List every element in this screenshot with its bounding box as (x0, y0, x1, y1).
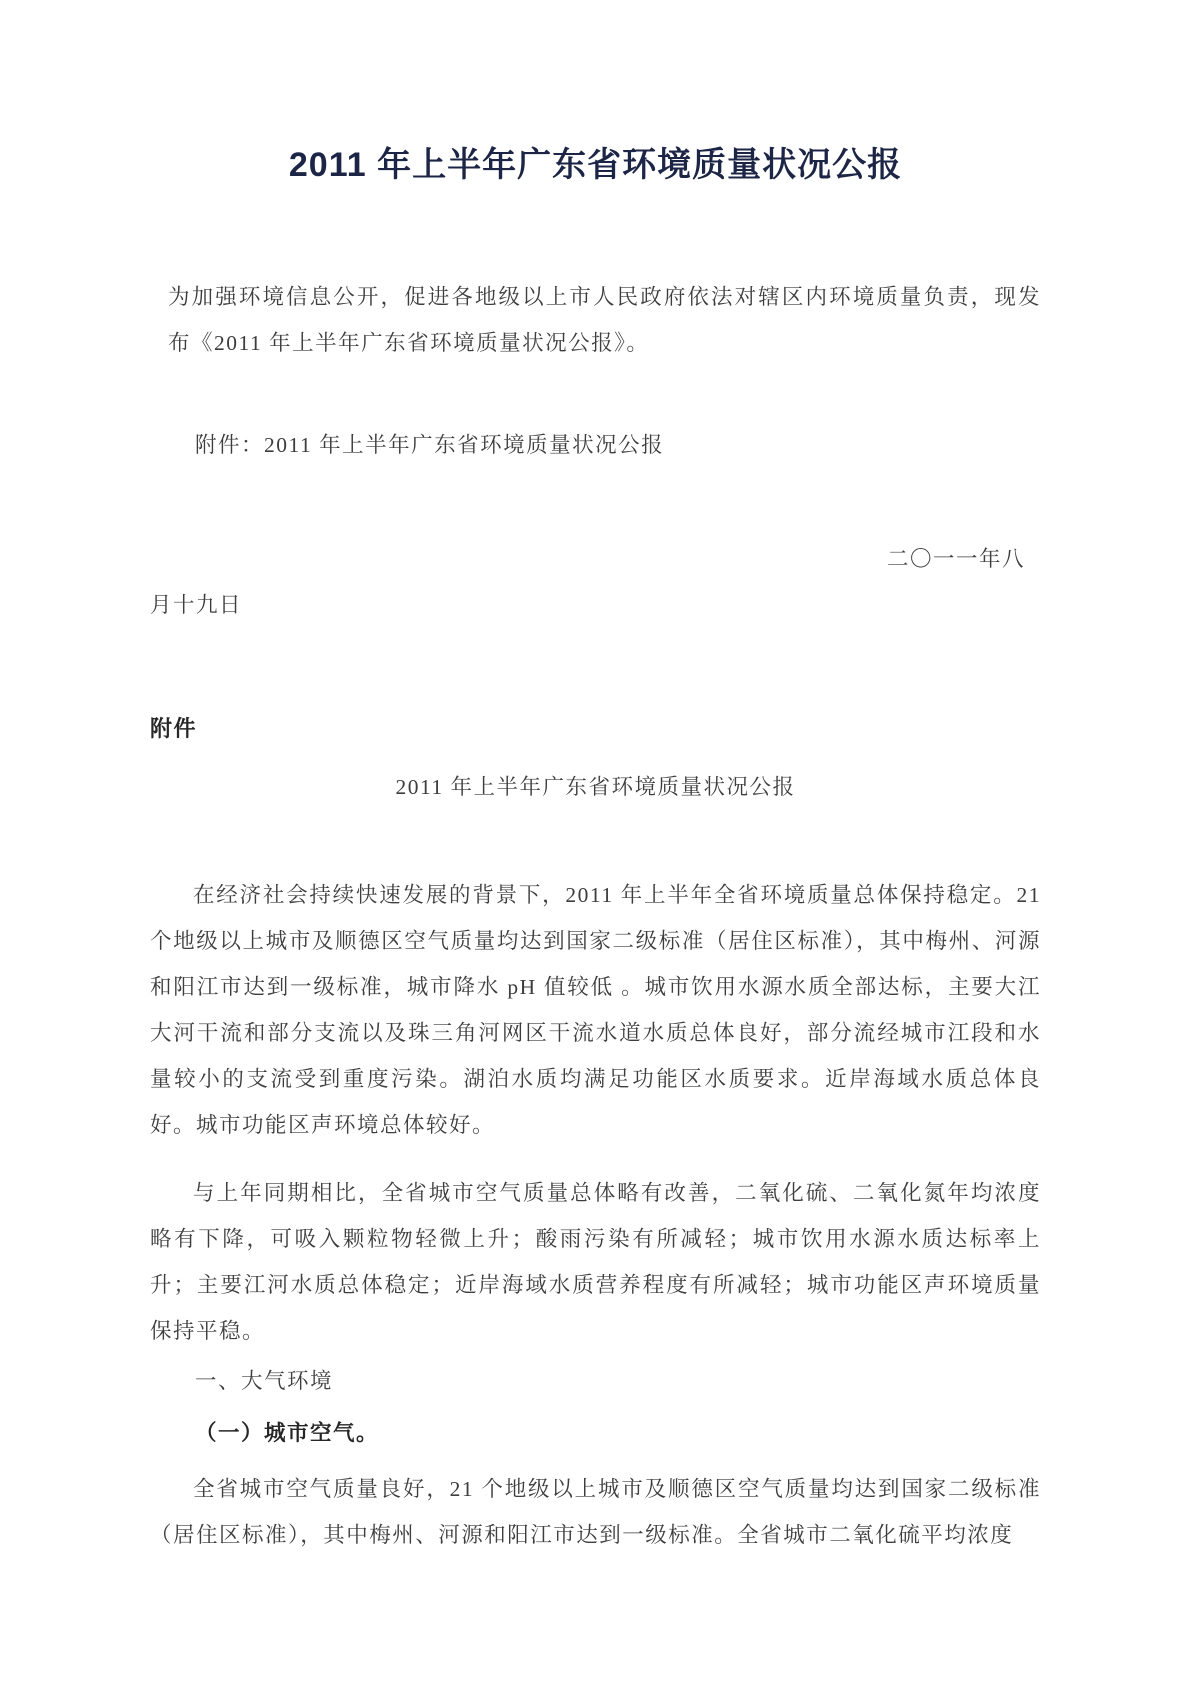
subsection-heading-city-air: （一）城市空气。 (195, 1421, 380, 1445)
section-heading-atmosphere: 一、大气环境 (195, 1369, 334, 1393)
overview-paragraph-2: 与上年同期相比，全省城市空气质量总体略有改善，二氧化硫、二氧化氮年均浓度略有下降，可吸入颗粒物轻微上升；酸雨污染有所减轻；城市饮用水源水质达标率上升；主要江河水质总体稳定；近岸海域水质营养程度有所减轻；城市功能区声环境质量保持平稳。 (150, 1181, 1041, 1343)
doc-title: 2011 年上半年广东省环境质量状况公报 (288, 146, 903, 184)
issue-date (150, 536, 1041, 628)
overview-paragraph-1: 在经济社会持续快速发展的背景下，2011 年上半年全省环境质量总体保持稳定。21 个地级以上城市及顺德区空气质量均达到国家二级标准（居住区标准），其中梅州、河源和阳江市达到一级标准，城市降水 pH 值较低 。城市饮用水源水质全部达标，主要大江大河干流和部分支流以及珠三角河网区干流水道水质总体良好，部分流经城市江段和水量较小的支流受到重度污染。湖泊水质均满足功能区水质要求。近岸海域水质总体良好。城市功能区声环境总体较好。 (150, 883, 1041, 1137)
intro-paragraph: 为加强环境信息公开，促进各地级以上市人民政府依法对辖区内环境质量负责，现发布《2011 年上半年广东省环境质量状况公报》。 (168, 285, 1041, 355)
issue-date-line2: 月十九日 (150, 593, 243, 617)
attachment-heading: 附件 (150, 716, 198, 741)
city-air-paragraph: 全省城市空气质量良好，21 个地级以上城市及顺德区空气质量均达到国家二级标准（居住区标准），其中梅州、河源和阳江市达到一级标准。全省城市二氧化硫平均浓度 (150, 1477, 1041, 1547)
issue-date-line1: 二〇一一年八 (886, 547, 1025, 571)
doc-subtitle: 2011 年上半年广东省环境质量状况公报 (395, 775, 796, 799)
attachment-reference-line: 附件：2011 年上半年广东省环境质量状况公报 (195, 433, 665, 457)
